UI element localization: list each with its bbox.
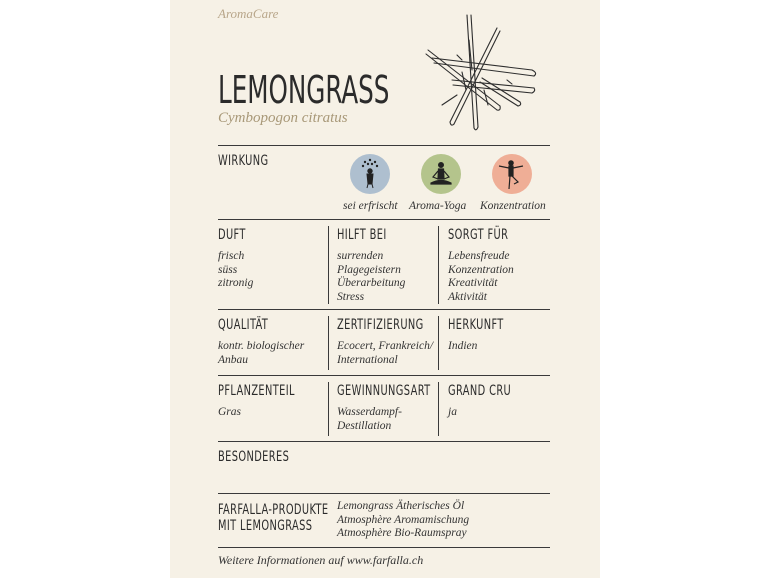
qualitaet-heading: QUALITÄT [218, 317, 269, 333]
pflanzenteil-heading: PFLANZENTEIL [218, 383, 295, 399]
divider [218, 145, 550, 146]
column-divider [438, 382, 439, 436]
herkunft-text: Indien [448, 340, 478, 352]
besonderes-heading: BESONDERES [218, 449, 290, 465]
divider [218, 493, 550, 494]
brand-label: AromaCare [218, 6, 279, 21]
pflanzenteil-text: Gras [218, 406, 242, 418]
zertifizierung-text: Ecocert, Frankreich/ International [337, 340, 434, 366]
gewinnungsart-heading: GEWINNUNGSART [337, 383, 431, 399]
divider [218, 547, 550, 548]
qualitaet-text: kontr. biologischer Anbau [218, 340, 305, 366]
latin-name: Cymbopogon citratus [218, 110, 348, 126]
product-card [170, 0, 600, 578]
wirkung-heading: WIRKUNG [218, 153, 269, 169]
yoga-figure-icon [421, 154, 461, 194]
refresh-figure-icon [350, 154, 390, 194]
column-divider [328, 382, 329, 436]
duft-text: frisch süss zitronig [218, 250, 254, 289]
divider [218, 219, 550, 220]
grand-cru-heading: GRAND CRU [448, 383, 512, 399]
gewinnungsart-text: Wasserdampf- Destillation [337, 406, 402, 432]
hilft-bei-text: surrenden Plagegeistern Überarbeitung Stress [337, 250, 406, 303]
divider [218, 375, 550, 376]
balance-figure-icon [492, 154, 532, 194]
zertifizierung-heading: ZERTIFIZIERUNG [337, 317, 424, 333]
divider [218, 441, 550, 442]
column-divider [328, 316, 329, 370]
page-title: LEMONGRASS [218, 68, 390, 112]
grand-cru-text: ja [448, 406, 457, 418]
produkte-heading-line1: FARFALLA-PRODUKTE [218, 502, 329, 518]
column-divider [328, 226, 329, 304]
effect-label-refresh: sei erfrischt [343, 200, 398, 212]
effect-label-concentration: Konzentration [480, 200, 546, 212]
sorgt-fuer-heading: SORGT FÜR [448, 227, 509, 243]
hilft-bei-heading: HILFT BEI [337, 227, 387, 243]
herkunft-heading: HERKUNFT [448, 317, 504, 333]
footer-info: Weitere Informationen auf www.farfalla.ch [218, 553, 424, 567]
effect-label-yoga: Aroma-Yoga [409, 200, 467, 212]
duft-heading: DUFT [218, 227, 246, 243]
column-divider [438, 226, 439, 304]
column-divider [438, 316, 439, 370]
sorgt-fuer-text: Lebensfreude Konzentration Kreativität Aktivität [448, 250, 514, 303]
produkte-heading-line2: MIT LEMONGRASS [218, 518, 313, 534]
divider [218, 309, 550, 310]
lemongrass-sketch-icon [422, 10, 540, 135]
produkte-list: Lemongrass Ätherisches Öl Atmosphère Aromamischung Atmosphère Bio-Raumspray [337, 500, 470, 539]
